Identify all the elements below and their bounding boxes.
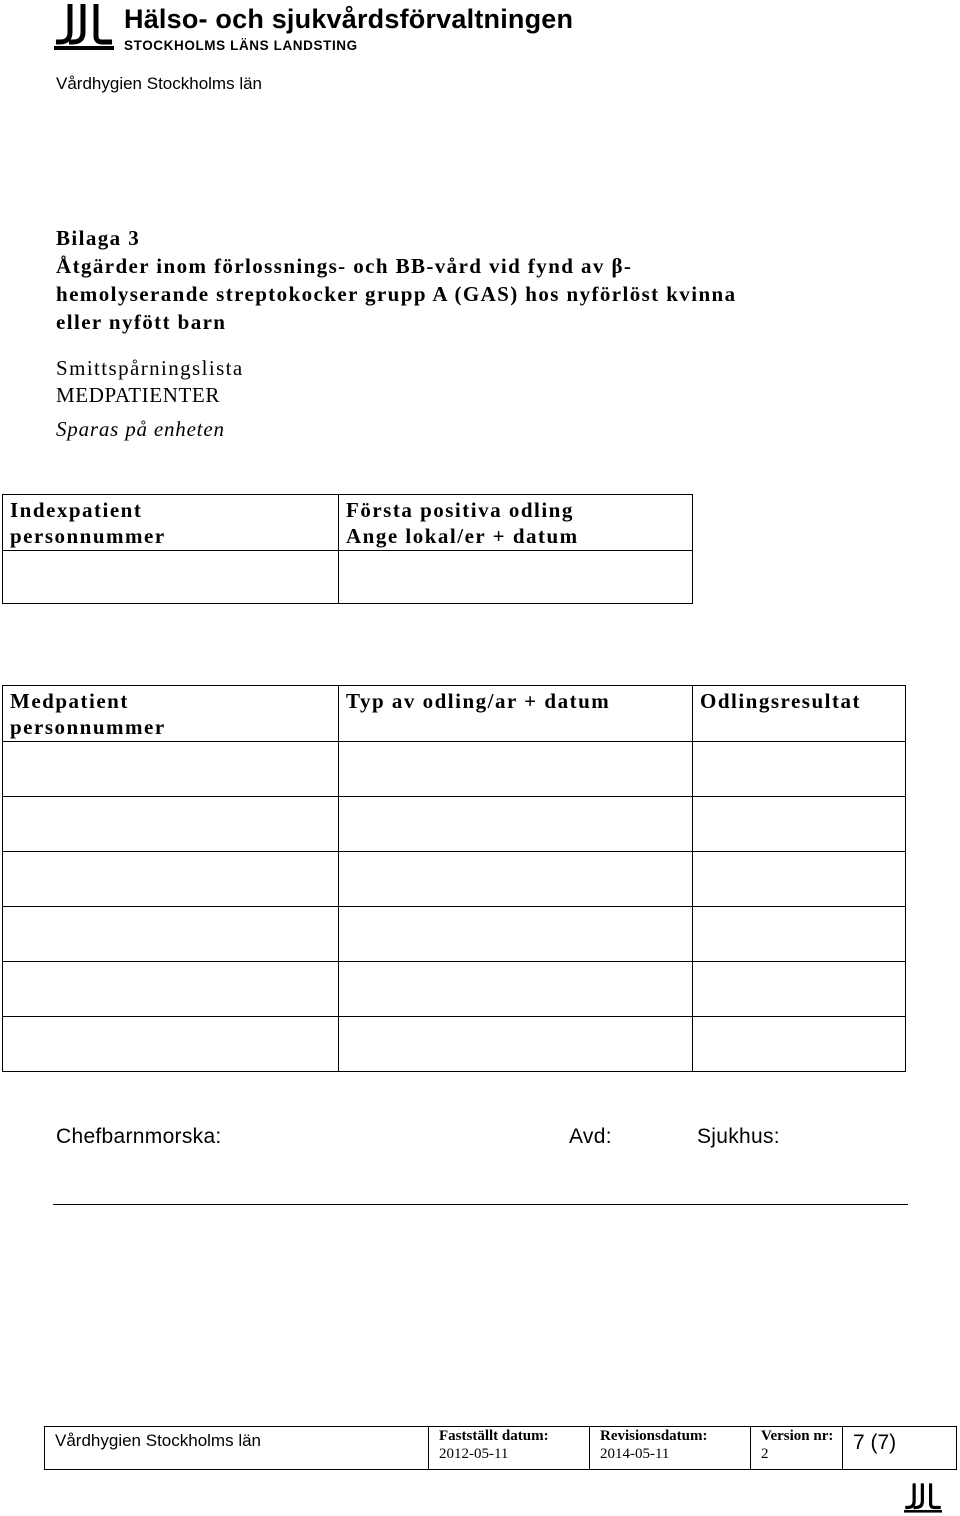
- input-cell-personnummer[interactable]: [3, 907, 339, 962]
- input-cell-personnummer[interactable]: [3, 962, 339, 1017]
- input-cell-culture-type[interactable]: [339, 1017, 693, 1072]
- table-header-row: [3, 686, 906, 742]
- revision-label: Revisionsdatum:: [600, 1428, 708, 1444]
- sll-logo-icon: [54, 2, 114, 52]
- document-footer: [44, 1426, 957, 1470]
- established-value: 2012-05-11: [439, 1446, 509, 1462]
- table-row: [3, 907, 906, 962]
- table-header-row: [3, 495, 693, 551]
- input-cell-culture-result[interactable]: [693, 907, 906, 962]
- index-patient-table: [2, 494, 693, 604]
- signature-line[interactable]: [53, 1204, 908, 1205]
- header-cell-med-patient: [3, 686, 339, 742]
- footer-revision: [590, 1427, 751, 1470]
- input-cell-culture-result[interactable]: [693, 797, 906, 852]
- header-label: Indexpatient: [10, 498, 143, 522]
- header-cell-first-culture: [339, 495, 693, 551]
- storage-note: Sparas på enheten: [56, 417, 225, 441]
- org-subtitle: STOCKHOLMS LÄNS LANDSTING: [124, 38, 358, 53]
- table-row: [3, 797, 906, 852]
- input-cell-personnummer[interactable]: [3, 852, 339, 907]
- title-line-2: Åtgärder inom förlossnings- och BB-vård vid fynd av β-: [56, 254, 633, 278]
- header-label: personnummer: [10, 715, 166, 739]
- sll-logo-small-icon: [904, 1482, 942, 1514]
- input-cell-personnummer[interactable]: [3, 1017, 339, 1072]
- list-name: Smittspårningslista: [56, 356, 244, 380]
- footer-unit: Vårdhygien Stockholms län: [45, 1427, 429, 1470]
- table-row: [3, 1017, 906, 1072]
- header-label: Första positiva odling: [346, 498, 574, 522]
- input-cell-culture-result[interactable]: [693, 852, 906, 907]
- hospital-label: Sjukhus:: [697, 1125, 780, 1148]
- header-unit: Vårdhygien Stockholms län: [56, 74, 263, 93]
- header-label: Medpatient: [10, 689, 129, 713]
- header-cell-culture-result: [693, 686, 906, 742]
- established-label: Fastställt datum:: [439, 1428, 549, 1444]
- input-cell-culture-result[interactable]: [693, 1017, 906, 1072]
- page-number: 7 (7): [843, 1427, 957, 1470]
- footer-version: [751, 1427, 843, 1470]
- title-line-4: eller nyfött barn: [56, 310, 227, 334]
- input-cell-culture-type[interactable]: [339, 742, 693, 797]
- chief-midwife-label: Chefbarnmorska:: [56, 1125, 222, 1148]
- input-cell-personnummer[interactable]: [3, 742, 339, 797]
- header-cell-index-patient: [3, 495, 339, 551]
- input-cell-culture-type[interactable]: [339, 907, 693, 962]
- input-cell-culture-result[interactable]: [693, 962, 906, 1017]
- list-category: MEDPATIENTER: [56, 383, 220, 407]
- title-line-3: hemolyserande streptokocker grupp A (GAS) hos nyförlöst kvinna: [56, 282, 737, 306]
- table-row: [3, 852, 906, 907]
- revision-value: 2014-05-11: [600, 1446, 670, 1462]
- header-label: Odlingsresultat: [700, 689, 861, 713]
- org-name: Hälso- och sjukvårdsförvaltningen: [124, 4, 574, 34]
- table-row: [3, 742, 906, 797]
- document-title: [56, 224, 876, 336]
- input-cell-culture-type[interactable]: [339, 852, 693, 907]
- title-line-1: Bilaga 3: [56, 226, 141, 250]
- table-row: [3, 962, 906, 1017]
- footer-established: [429, 1427, 590, 1470]
- version-label: Version nr:: [761, 1428, 834, 1444]
- header-label: Ange lokal/er + datum: [346, 524, 579, 548]
- med-patient-table: [2, 685, 906, 1072]
- table-row: [3, 551, 693, 604]
- input-cell-personnummer[interactable]: [3, 797, 339, 852]
- input-cell-index-personnummer[interactable]: [3, 551, 339, 604]
- input-cell-culture-type[interactable]: [339, 962, 693, 1017]
- version-value: 2: [761, 1446, 769, 1462]
- header-label: personnummer: [10, 524, 166, 548]
- input-cell-culture-result[interactable]: [693, 742, 906, 797]
- department-label: Avd:: [569, 1125, 612, 1148]
- header-cell-culture-type: [339, 686, 693, 742]
- input-cell-culture-type[interactable]: [339, 797, 693, 852]
- header-label: Typ av odling/ar + datum: [346, 689, 611, 713]
- input-cell-first-culture[interactable]: [339, 551, 693, 604]
